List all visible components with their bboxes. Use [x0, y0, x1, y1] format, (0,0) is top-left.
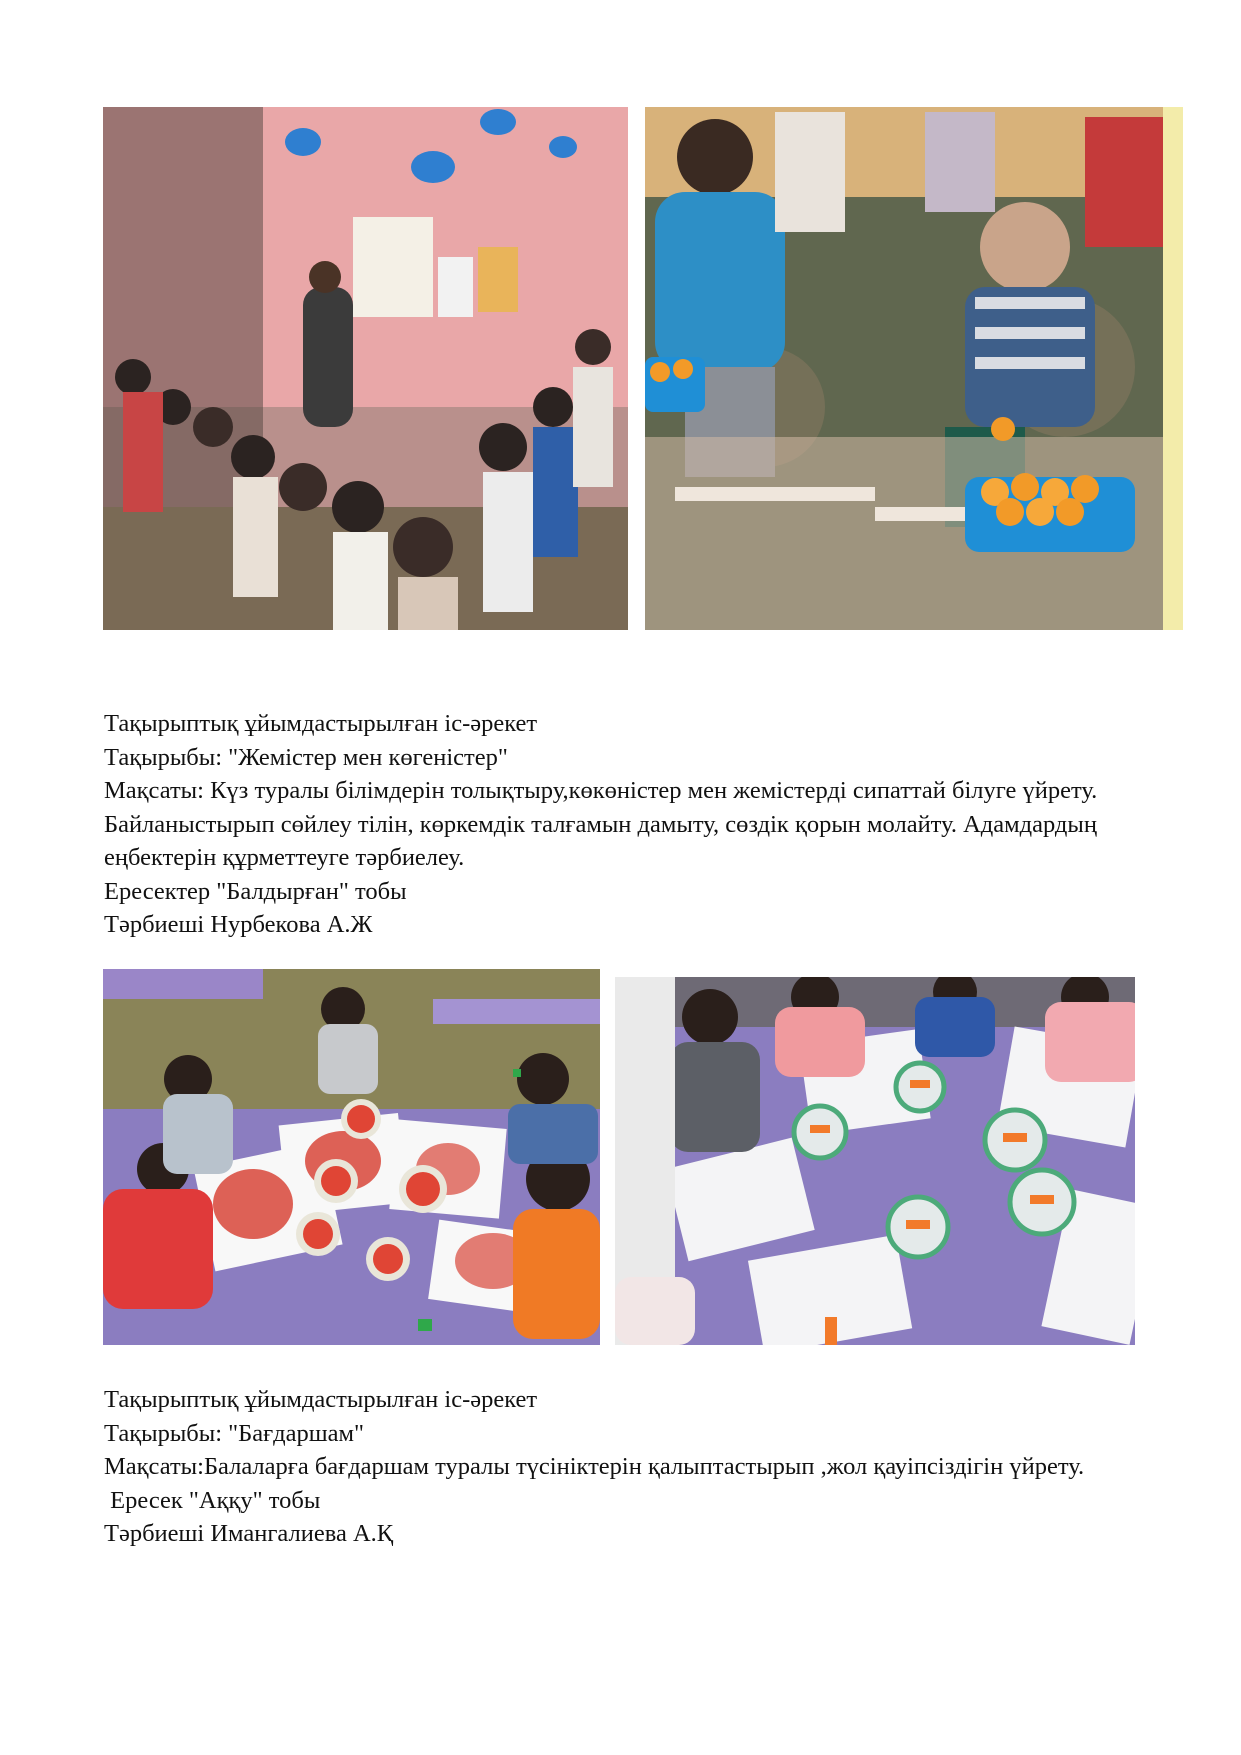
section-1-group: Ересектер "Балдырған" тобы — [104, 877, 407, 905]
photo-painting-apples — [103, 969, 600, 1345]
section-2-teacher: Тәрбиеші Имангалиева А.Қ — [104, 1520, 394, 1547]
photo-plasticine-carrots — [615, 977, 1145, 1345]
photo-class-circle — [103, 107, 628, 630]
section-2-goal: Мақсаты:Балаларға бағдаршам туралы түсініктерін қалыптастырып ,жол қауіпсіздігін үйрету. — [104, 1453, 1085, 1480]
section-1-topic: Тақырыбы: "Жемістер мен көгеністер" — [104, 743, 508, 771]
section-2-topic: Тақырыбы: "Бағдаршам" — [104, 1419, 364, 1447]
section-1-goal: Мақсаты: Күз туралы білімдерін толықтыру,көкөністер мен жемістерді сипаттай білуге үйрету. Байланыстырып сөйлеу тілін, көркемдік талғамын дамыту, сөздік қорын молайту. Адамдардың еңбектерін құрметтеуге тәрбиелеу. — [104, 777, 1104, 871]
section-2-activity: Тақырыптық ұйымдастырылған іс-әрекет — [104, 1386, 538, 1413]
section-1-teacher: Тәрбиеші Нурбекова А.Ж — [104, 911, 373, 938]
section-1-activity: Тақырыптық ұйымдастырылған іс-әрекет — [104, 710, 538, 737]
section-2-group: Ересек "Аққу" тобы — [104, 1486, 321, 1514]
section-1-text — [104, 707, 1204, 942]
photo-children-oranges — [645, 107, 1183, 630]
section-2-text — [104, 1383, 1204, 1551]
